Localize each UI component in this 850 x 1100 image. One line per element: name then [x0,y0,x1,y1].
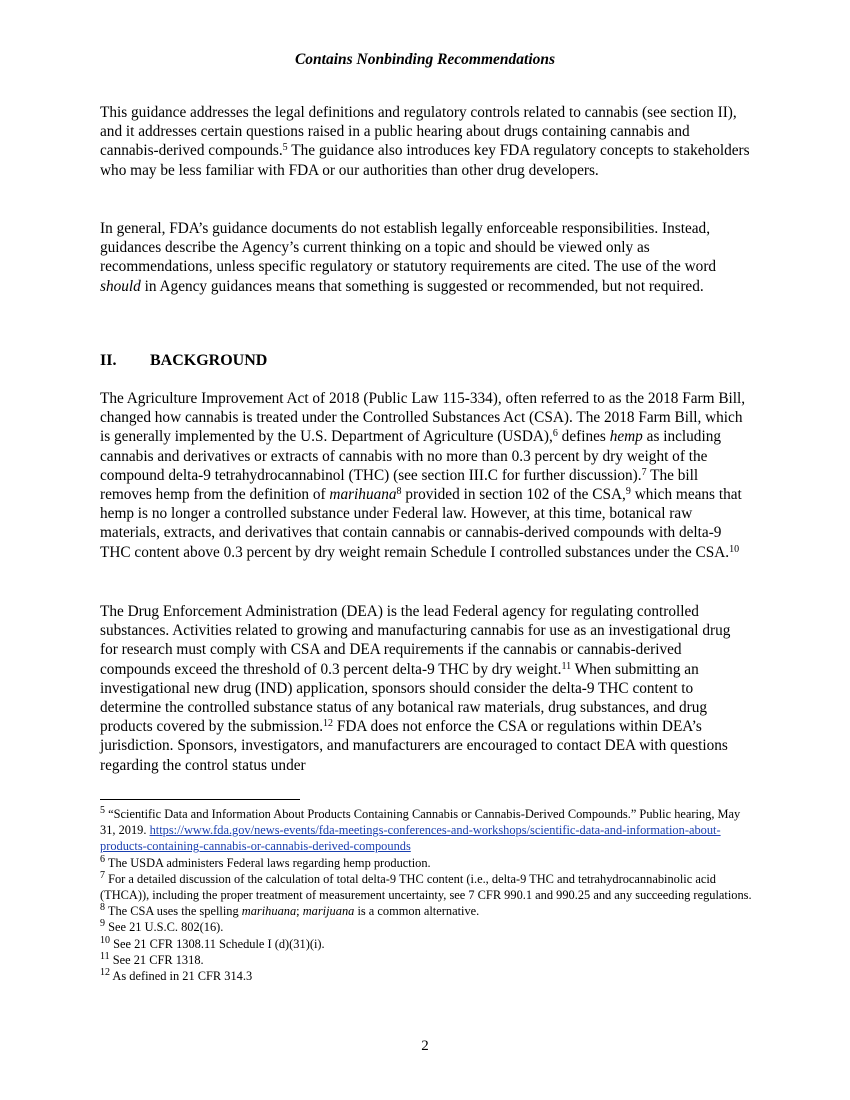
paragraph-nonbinding: In general, FDA’s guidance documents do not establish legally enforceable responsibilities. Instead, guidances describe the Agency’s current thinking on a topic and should be viewed only as recommendations, unless specific regulatory or statutory requirements are cited. The use of the word should in Agency guidances means that something is suggested or recommended, but not required. [100,220,717,295]
section-heading-background [100,351,267,371]
footnote-ref-8[interactable]: 8 [396,486,402,498]
paragraph-dea: The Drug Enforcement Administration (DEA) is the lead Federal agency for regulating controlled substances. Activities related to growing and manufacturing cannabis for use as an investigational drug for research must comply with CSA and DEA requirements if the cannabis or cannabis-derived compounds exceed the threshold of 0.3 percent delta-9 THC by dry weight.$^{11}$ When submitting an investigational new drug (IND) application, sponsors should consider the delta-9 THC content to determine the controlled substance status of any botanical raw materials, drug substances, and drug products covered by the submission.$^{12}$ FDA does not enforce the CSA or regulations within DEA’s jurisdiction. Sponsors, investigators, and manufacturers are encouraged to contact DEA with questions regarding the control status under [100,603,731,774]
footnote-ref-10[interactable]: 10 [729,543,740,555]
footnote-12: $^{12}$ As defined in 21 CFR 314.3 [100,967,253,984]
footnote-5-link[interactable]: https://www.fda.gov/news-events/fda-meetings-conferences-and-workshops/scientific-data-and-information-about-products-containing-cannabis-or-cannabis-derived-compounds [100,823,721,854]
footnote-ref-7[interactable]: 7 [641,466,647,478]
footnote-5: $^5$ “Scientific Data and Information About Products Containing Cannabis or Cannabis-Derived Compounds.” Public hearing, May 31, 2019. https://www.fda.gov/news-events/fda-meetings-conferences-and-workshops/scientific-data-and-information-about-products-containing-cannabis-or-cannabis-derived-compounds [100,805,741,854]
paragraph-farm-bill: The Agriculture Improvement Act of 2018 (Public Law 115-334), often referred to as the 2018 Farm Bill, changed how cannabis is treated under the Controlled Substances Act (CSA). The 2018 Farm Bill, which is generally implemented by the U.S. Department of Agriculture (USDA),$^6$ defines hemp as including cannabis and derivatives or extracts of cannabis with no more than 0.3 percent by dry weight of the compound delta-9 tetrahydrocannabinol (THC) (see section III.C for further discussion).$^7$ The bill removes hemp from the definition of marihuana$^8$ provided in section 102 of the CSA,$^9$ which means that hemp is no longer a controlled substance under Federal law. However, at this time, botanical raw materials, extracts, and derivatives that contain cannabis or cannabis-derived compounds with delta-9 THC content above 0.3 percent by dry weight remain Schedule I controlled substances under the CSA.$^{10}$ [100,390,746,561]
footnotes [100,806,752,984]
section-title: BACKGROUND [150,352,268,369]
footnote-ref-9[interactable]: 9 [625,486,631,498]
footnote-ref-6[interactable]: 6 [552,428,558,440]
footnote-9: $^9$ See 21 U.S.C. 802(16). [100,918,224,935]
footnote-8: $^8$ The CSA uses the spelling marihuana; marijuana is a common alternative. [100,902,480,919]
footnote-ref-12[interactable]: 12 [323,718,334,730]
footnote-11: $^{11}$ See 21 CFR 1318. [100,950,204,967]
footnote-ref-5[interactable]: 5 [282,142,288,154]
page-number: 2 [421,1038,429,1054]
footnote-separator [100,799,300,800]
running-header: Contains Nonbinding Recommendations [294,51,556,68]
section-number: II. [100,352,117,369]
footnote-6: $^6$ The USDA administers Federal laws regarding hemp production. [100,853,431,870]
footnote-7: $^7$ For a detailed discussion of the calculation of total delta-9 THC content (i.e., delta-9 THC and tetrahydrocannabinolic acid (THCA)), including the proper treatment of measurement uncertainty, see 7 CFR 990.1 and 990.25 and any succeeding regulations. [100,869,752,903]
footnote-ref-11[interactable]: 11 [561,660,572,672]
footnote-10: $^{10}$ See 21 CFR 1308.11 Schedule I (d)(31)(i). [100,934,325,951]
paragraph-guidance-scope: This guidance addresses the legal definitions and regulatory controls related to cannabis (see section II), and it addresses certain questions raised in a public hearing about drugs containing cannabis and cannabis-derived compounds.$^5$ The guidance also introduces key FDA regulatory concepts to stakeholders who may be less familiar with FDA or our authorities than other drug developers. [100,104,750,179]
